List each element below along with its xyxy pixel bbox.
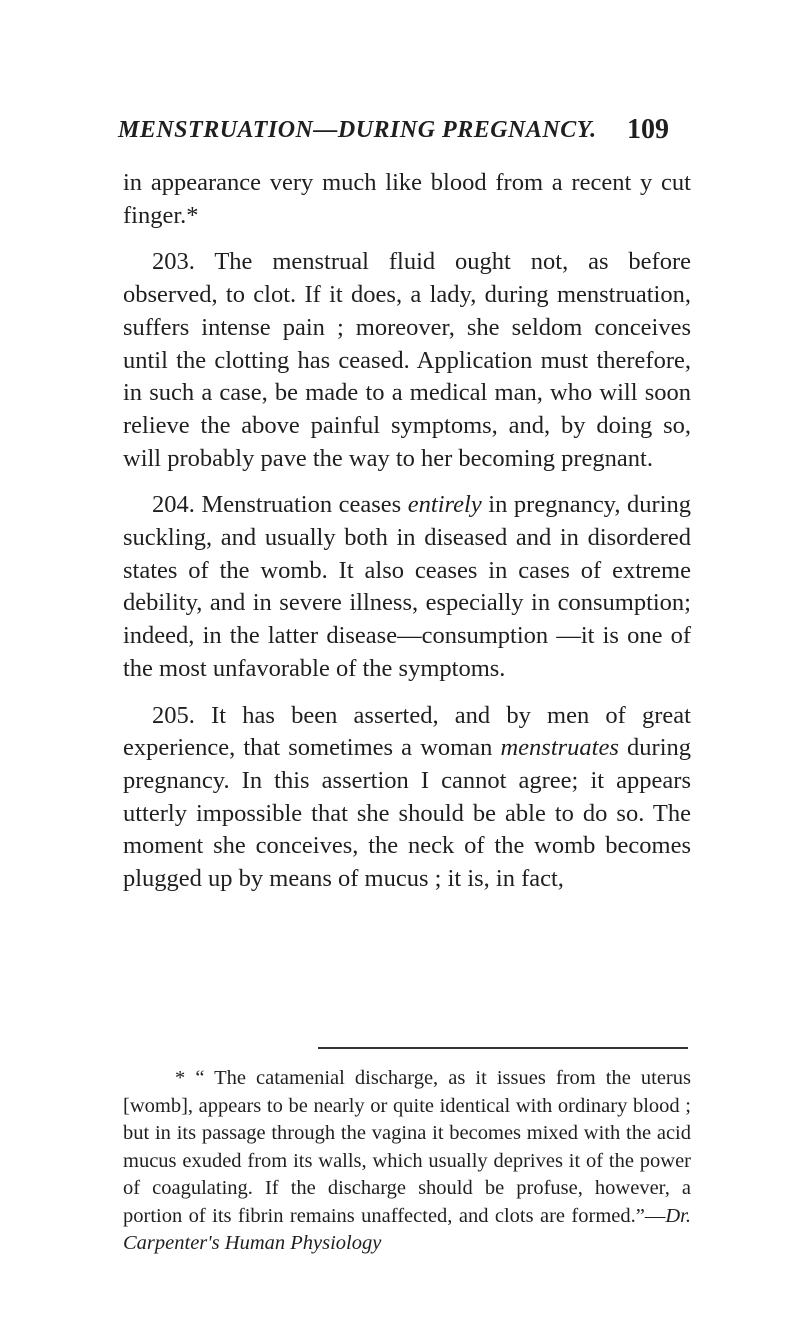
paragraph-204-emphasis: entirely — [407, 491, 482, 519]
footnote-text: * “ The catamenial discharge, as it issues from the uterus [womb], appears to be nearly or quite identical with ordinary blood ; but in its passage through the vagina it becomes mixed with the acid mucus exuded from its walls, which usually deprives it of the power of coagulating. If the discharge should be profuse, however, a portion of its fibrin remains unaffected, and clots are formed.”— — [123, 1067, 691, 1227]
paragraph-203: 203. The menstrual fluid ought not, as before observed, to clot. If it does, a lady, during menstruation, suffers intense pain ; moreover, she seldom conceives until the clotting has ceased. Application must therefore, in such a case, be made to a medical man, who will soon relieve the above painful symptoms, and, by doing so, will probably pave the way to her becoming pregnant. — [123, 248, 691, 472]
paragraph-205-emphasis: menstruates — [500, 734, 619, 762]
paragraph-205-end: during pregnancy. In this assertion I cannot agree; it appears utterly impossible that she should be able to do so. The moment she conceives, the neck of the womb becomes plugged up by means of mucus ; it is, in fact, — [123, 734, 691, 893]
paragraph-continuation: in appearance very much like blood from a recent y cut finger.* — [123, 169, 691, 229]
footnote-source: Dr. Carpenter's Human Physiology — [123, 1204, 691, 1254]
footnote-paragraph — [123, 1065, 691, 1258]
paragraph-204-start: 204. Menstruation ceases — [152, 491, 408, 519]
footnote — [123, 1065, 691, 1258]
page-number: 109 — [627, 114, 669, 145]
paragraph-205 — [123, 700, 691, 896]
paragraph-205-start: 205. It has been asserted, and by men of great experience, that sometimes a woman — [123, 701, 691, 762]
running-title: MENSTRUATION—DURING PREGNANCY. — [118, 117, 597, 143]
paragraph-204-end: in pregnancy, during suckling, and usually both in diseased and in disordered states of the womb. It also ceases in cases of extreme debility, and in severe illness, especially in consumption; indeed, in the latter disease—consumption —it is one of the most unfavorable of the symptoms. — [123, 491, 692, 682]
main-text — [123, 167, 691, 896]
paragraph-204 — [123, 489, 691, 685]
footnote-divider — [318, 1047, 688, 1049]
